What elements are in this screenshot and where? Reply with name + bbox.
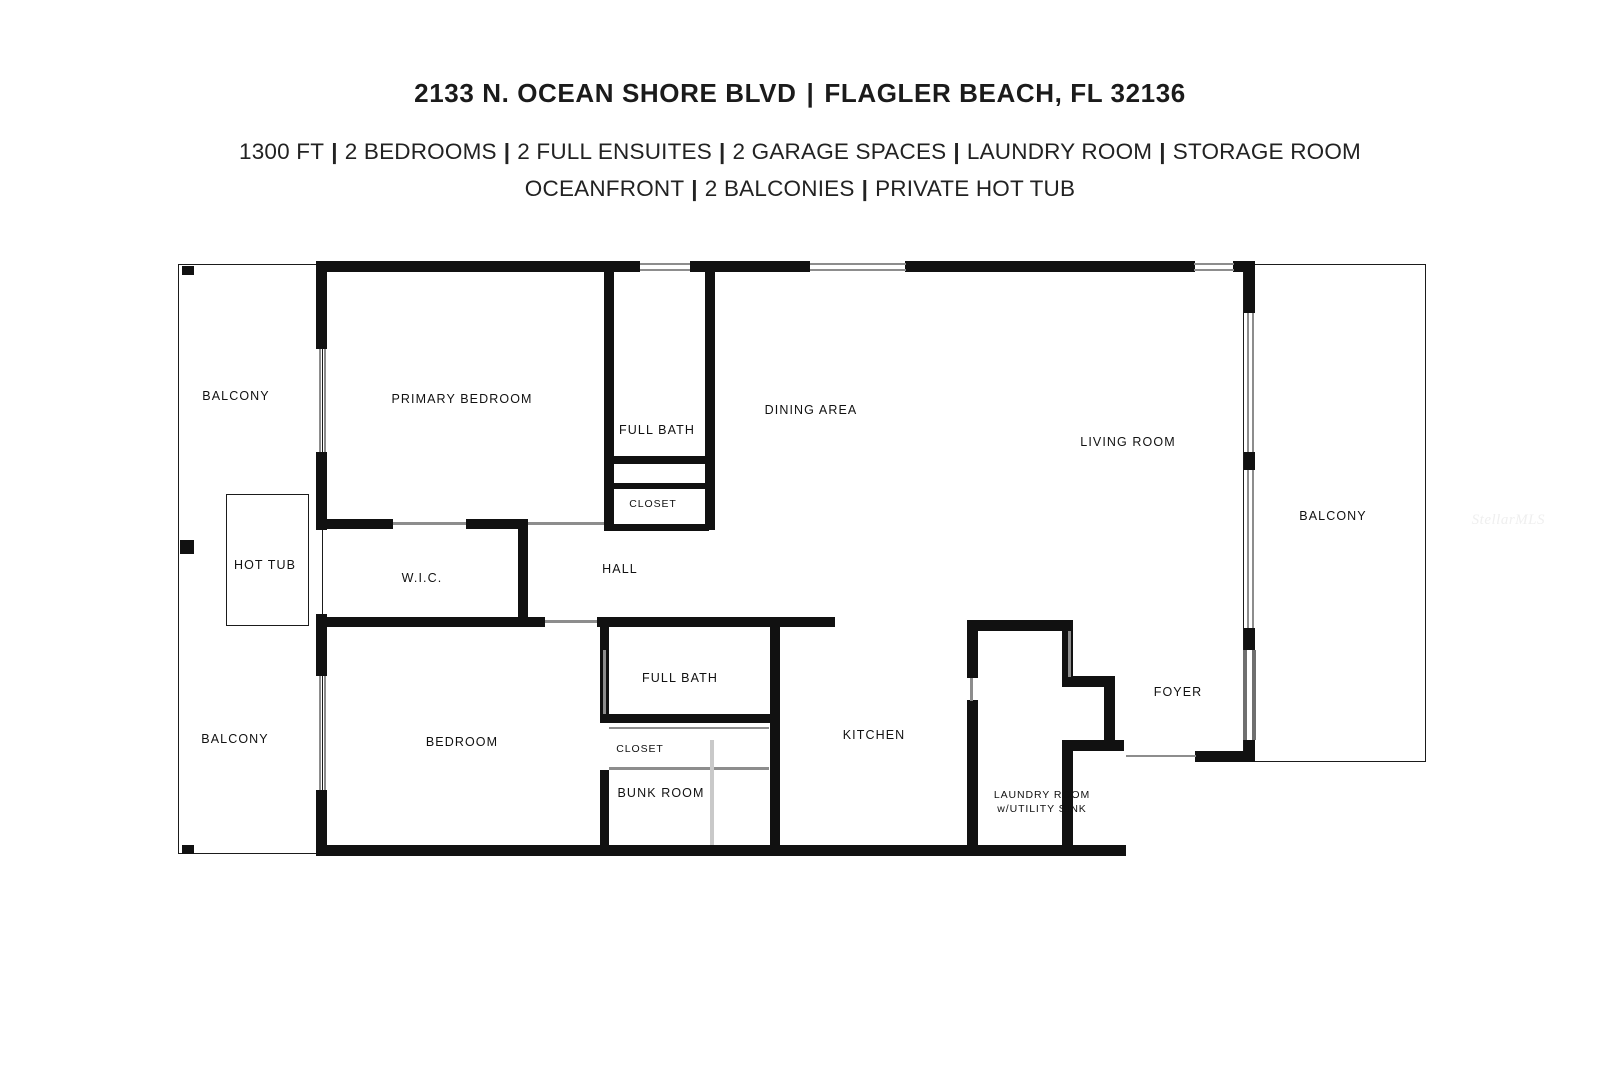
slider-west-upper-b xyxy=(324,349,326,452)
closet-guest-line xyxy=(609,727,769,729)
pantry-door xyxy=(970,678,973,701)
foyer-bottom-line xyxy=(1126,755,1196,757)
room-label-primary-bedroom: PRIMARY BEDROOM xyxy=(391,392,533,406)
feature-divider: | xyxy=(953,139,960,164)
interior-wall-bath-bottom-2 xyxy=(654,456,709,464)
exterior-wall-left-upper xyxy=(316,261,327,349)
slider-east-mid-b xyxy=(1252,470,1254,628)
room-label-full-bath-guest: FULL BATH xyxy=(642,671,718,685)
feature-divider: | xyxy=(718,139,726,164)
title-separator: | xyxy=(806,78,815,108)
wall-nub-balcony-bottom xyxy=(182,845,194,854)
room-label-laundry-utility-sink: w/UTILITY SINK xyxy=(997,803,1087,815)
slider-east-upper xyxy=(1247,313,1249,452)
feature-ensuites: 2 FULL ENSUITES xyxy=(517,139,712,164)
room-label-balcony-east: BALCONY xyxy=(1299,509,1367,523)
room-label-closet-primary: CLOSET xyxy=(629,498,677,510)
exterior-wall-bottom xyxy=(316,845,1126,856)
feature-storage: STORAGE ROOM xyxy=(1172,139,1361,164)
room-label-wic: W.I.C. xyxy=(401,571,443,585)
slider-west-lower-b xyxy=(324,676,326,790)
feature-garage: 2 GARAGE SPACES xyxy=(732,139,947,164)
wall-nub-balcony-top xyxy=(182,266,194,275)
interior-wall-hall-bottom-b xyxy=(597,617,707,627)
feature-bedrooms: 2 BEDROOMS xyxy=(344,139,497,164)
interior-wall-primary-bottom-a xyxy=(327,519,393,529)
feature-oceanfront: OCEANFRONT xyxy=(524,176,685,202)
interior-wall-closet-bottom xyxy=(604,524,709,531)
doorway-primary-b xyxy=(528,522,604,525)
feature-divider: | xyxy=(861,176,869,202)
interior-wall-guestbath-right xyxy=(770,617,780,856)
room-label-living-room: LIVING ROOM xyxy=(1080,435,1176,449)
interior-wall-hall-bottom-a xyxy=(327,617,545,627)
laundry-door xyxy=(1068,631,1071,677)
slider-west-lower xyxy=(319,676,321,790)
doorway-primary-a xyxy=(393,522,466,525)
slider-east-upper-b xyxy=(1252,313,1254,452)
feature-divider: | xyxy=(691,176,698,202)
window-top-dining-a xyxy=(810,263,858,265)
room-label-laundry-room: LAUNDRY ROOM xyxy=(993,789,1091,801)
interior-wall-bunk-left xyxy=(600,770,609,856)
feature-divider: | xyxy=(331,139,338,164)
exterior-wall-top-mid xyxy=(690,261,810,272)
slider-east-mid xyxy=(1247,470,1249,628)
exterior-wall-left-mid2 xyxy=(316,614,327,676)
slider-west-upper xyxy=(319,349,321,452)
property-city-state-zip: FLAGLER BEACH, FL 32136 xyxy=(824,78,1186,108)
room-label-bedroom: BEDROOM xyxy=(425,735,499,749)
room-label-hot-tub: HOT TUB xyxy=(233,558,297,572)
interior-wall-wic-right xyxy=(518,519,528,624)
window-top-dining-a2 xyxy=(810,269,858,271)
entry-door-foyer xyxy=(1243,650,1247,740)
room-label-balcony-west-lower: BALCONY xyxy=(201,732,269,746)
feature-balconies: 2 BALCONIES xyxy=(704,176,855,202)
window-top-primary xyxy=(640,263,690,265)
feature-divider: | xyxy=(503,139,511,164)
exterior-wall-left-mid xyxy=(316,452,327,530)
bunk-room-door xyxy=(710,740,714,845)
exterior-wall-top-right xyxy=(905,261,1195,272)
interior-wall-guestbath-bottom xyxy=(600,714,780,723)
room-label-full-bath-primary: FULL BATH xyxy=(619,423,695,437)
room-label-kitchen: KITCHEN xyxy=(842,728,906,742)
room-label-closet-guest: CLOSET xyxy=(616,743,664,755)
mls-watermark: StellarMLS xyxy=(1471,512,1545,528)
window-top-dining-b xyxy=(858,263,906,265)
interior-wall-bath-right xyxy=(705,272,715,530)
exterior-wall-foyer-bottom xyxy=(1195,751,1245,762)
interior-wall-bath-left xyxy=(604,272,614,530)
window-top-dining-b2 xyxy=(858,269,906,271)
room-label-dining-area: DINING AREA xyxy=(764,403,858,417)
window-top-living-b xyxy=(1194,269,1234,271)
closet-bunk-divider xyxy=(609,767,769,770)
doorway-hall-bedroom xyxy=(545,620,597,623)
interior-wall-laundry-top xyxy=(967,620,1067,631)
interior-wall-kitchen-right-b xyxy=(967,700,978,856)
entry-door-foyer-b xyxy=(1252,650,1256,740)
doorway-guestbath xyxy=(603,650,606,714)
property-address: 2133 N. OCEAN SHORE BLVD xyxy=(414,78,797,108)
feature-sqft: 1300 FT xyxy=(239,139,325,164)
room-label-hall: HALL xyxy=(602,562,638,576)
exterior-wall-right-mid xyxy=(1244,452,1255,470)
window-top-living xyxy=(1194,263,1234,265)
feature-hot-tub: PRIVATE HOT TUB xyxy=(875,176,1076,202)
feature-laundry: LAUNDRY ROOM xyxy=(966,139,1153,164)
wall-nub-balcony-mid xyxy=(180,540,194,554)
interior-wall-laundry-right-c xyxy=(1104,676,1115,746)
exterior-wall-right-upper xyxy=(1244,261,1255,313)
feature-divider: | xyxy=(1159,139,1166,164)
interior-wall-bath-bottom xyxy=(604,456,654,464)
interior-wall-closet-top xyxy=(604,483,709,489)
room-label-foyer: FOYER xyxy=(1153,685,1203,699)
room-label-bunk-room: BUNK ROOM xyxy=(617,786,705,800)
room-label-balcony-west-upper: BALCONY xyxy=(202,389,270,403)
exterior-wall-right-mid2 xyxy=(1244,628,1255,650)
window-top-primary-b xyxy=(640,269,690,271)
exterior-wall-top-left xyxy=(316,261,640,272)
exterior-wall-right-lower xyxy=(1244,740,1255,762)
